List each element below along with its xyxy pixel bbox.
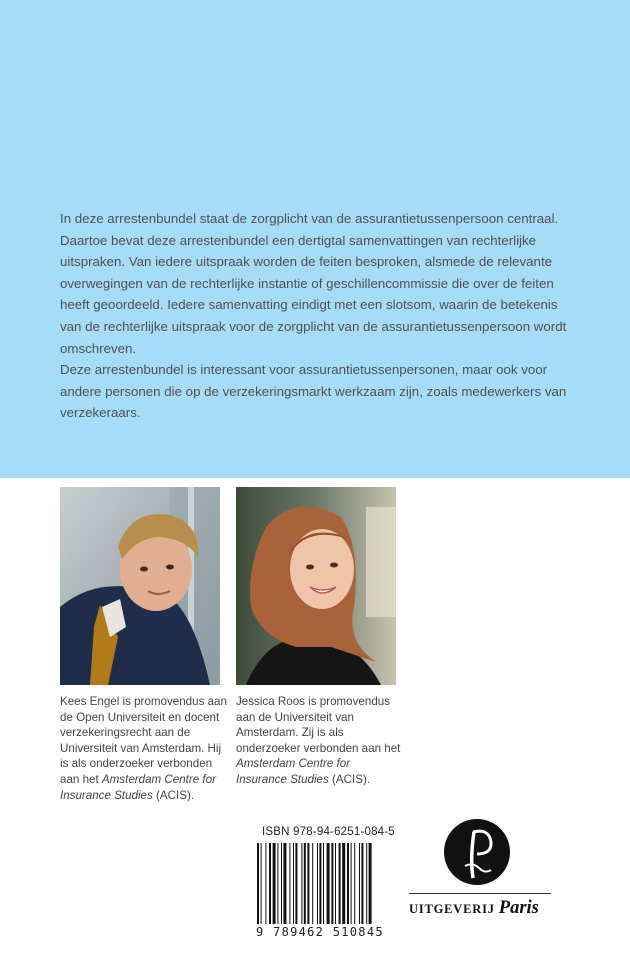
barcode-bar — [265, 843, 266, 924]
barcode-bar — [307, 843, 309, 924]
author-bio-jessica-roos — [236, 694, 404, 788]
barcode-bar — [361, 843, 363, 924]
barcode-bar — [281, 843, 282, 924]
institute-abbr: (ACIS). — [328, 772, 371, 786]
blurb-paragraph-1: In deze arrestenbundel staat de zorgplicht van de assurantietussenpersoon centraal. Daartoe bevat deze arrestenbundel een dertigtal samenvattingen van rechterlijke uitspraken. Van iedere uitspraak worden de feiten besproken, alsmede de relevante overwegingen van de rechterlijke instantie of geschillencommissie die over de feiten heeft geoordeeld. Iedere samenvatting eindigt met een slotsom, waarin de betekenis van de rechterlijke uitspraak voor de zorgplicht van de assurantietussenpersoon wordt omschreven. — [60, 211, 567, 356]
barcode-bar — [257, 843, 259, 924]
barcode-bar — [323, 843, 324, 924]
barcode-bar — [269, 843, 271, 924]
barcode-bar — [317, 843, 318, 924]
barcode-bar — [293, 843, 294, 924]
barcode-bar — [351, 843, 352, 924]
barcode-bar — [347, 843, 349, 924]
barcode-bar — [289, 843, 290, 924]
publisher-rule — [409, 893, 551, 894]
barcode-bar — [331, 843, 333, 924]
barcode-bar — [277, 843, 278, 924]
barcode-bar — [304, 843, 306, 924]
barcode-digits: 9 789462 510845 — [256, 925, 384, 939]
publisher-brand: Paris — [498, 898, 539, 918]
author-bio-text: Jessica Roos is promovendus aan de Universiteit van Amsterdam. Zij is als onderzoeker verbonden aan het — [236, 695, 401, 755]
barcode-bar — [295, 843, 297, 924]
institute-name: Amsterdam Centre for Insurance Studies — [60, 772, 216, 802]
publisher-logo-icon — [443, 818, 511, 886]
barcode-bar — [327, 843, 330, 924]
blurb-paragraph-2: Deze arrestenbundel is interessant voor assurantietussenpersonen, maar ook voor andere personen die op de verzekeringsmarkt werkzaam zijn, zoals medewerkers van verzekeraars. — [60, 362, 567, 421]
author-photo-jessica-roos — [236, 487, 396, 685]
barcode-bar — [312, 843, 313, 924]
barcode-bar — [261, 843, 262, 924]
barcode-bar — [273, 843, 276, 924]
barcode-bar — [359, 843, 360, 924]
barcode-bar — [335, 843, 336, 924]
barcode-bar — [354, 843, 355, 924]
back-cover-blurb — [60, 208, 580, 424]
barcode-bar — [342, 843, 345, 924]
institute-abbr: (ACIS). — [152, 788, 195, 802]
author-bio-kees-engel — [60, 694, 228, 803]
author-photo-kees-engel — [60, 487, 220, 685]
isbn-label: ISBN 978-94-6251-084-5 — [262, 826, 395, 838]
barcode-bar — [319, 843, 321, 924]
barcode-bar — [339, 843, 341, 924]
isbn-barcode — [256, 843, 401, 924]
barcode-bar — [283, 843, 286, 924]
barcode-bar — [301, 843, 302, 924]
institute-name: Amsterdam Centre for Insurance Studies — [236, 757, 351, 786]
publisher-word: UITGEVERIJ — [409, 902, 495, 916]
author-bio-text: Kees Engel is promovendus aan de Open Universiteit en docent verzekeringsrecht aan de Universiteit van Amsterdam. Hij is als onderzoeker verbonden aan het — [60, 695, 227, 786]
barcode-bar — [369, 843, 372, 924]
publisher-name — [409, 898, 539, 919]
barcode-bar — [366, 843, 367, 924]
